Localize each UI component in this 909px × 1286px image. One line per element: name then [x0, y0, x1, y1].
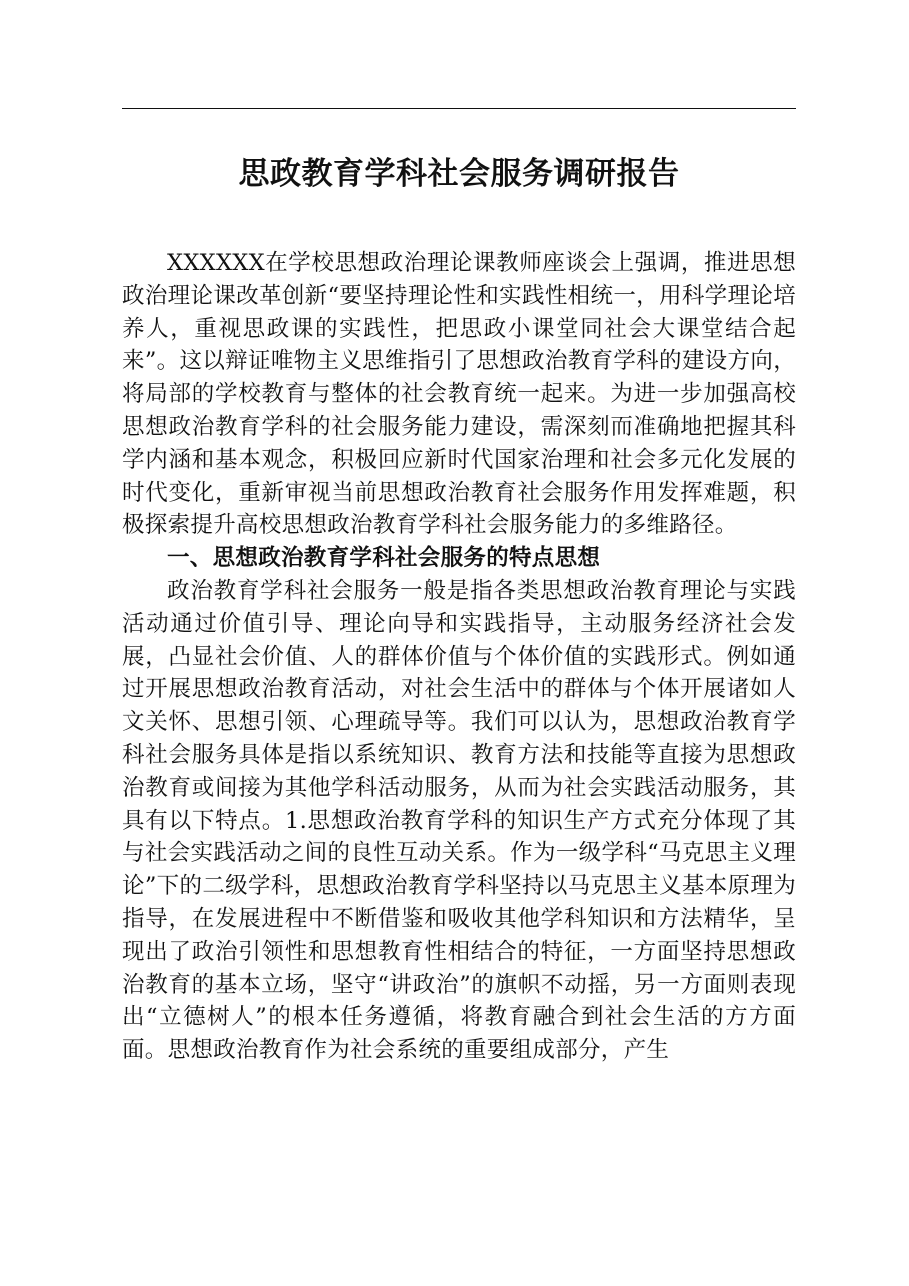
section-heading: 一、思想政治教育学科社会服务的特点思想: [167, 545, 601, 572]
document-title: 思政教育学科社会服务调研报告: [238, 156, 680, 192]
header-rule: [122, 108, 796, 109]
document-body: [122, 247, 796, 1067]
section-paragraph: 政治教育学科社会服务一般是指各类思想政治教育理论与实践活动通过价值引导、理论向导和实践指导，主动服务经济社会发展，凸显社会价值、人的群体价值与个体价值的实践形式。例如通过开展思想政治教育活动，对社会生活中的群体与个体开展诸如人文关怀、思想引领、心理疏导等。我们可以认为，思想政治教育学科社会服务具体是指以系统知识、教育方法和技能等直接为思想政治教育或间接为其他学科活动服务，从而为社会实践活动服务，其具有以下特点。1.思想政治教育学科的知识生产方式充分体现了其与社会实践活动之间的良性互动关系。作为一级学科“马克思主义理论”下的二级学科，思想政治教育学科坚持以马克思主义基本原理为指导，在发展进程中不断借鉴和吸收其他学科知识和方法精华，呈现出了政治引领性和思想教育性相结合的特征，一方面坚持思想政治教育的基本立场，坚守“讲政治”的旗帜不动摇，另一方面则表现出“立德树人”的根本任务遵循，将教育融合到社会生活的方方面面。思想政治教育作为社会系统的重要组成部分，产生: [122, 577, 796, 1064]
intro-paragraph: XXXXXX在学校思想政治理论课教师座谈会上强调，推进思想政治理论课改革创新“要坚持理论性和实践性相统一，用科学理论培养人，重视思政课的实践性，把思政小课堂同社会大课堂结合起来”。这以辩证唯物主义思维指引了思想政治教育学科的建设方向，将局部的学校教育与整体的社会教育统一起来。为进一步加强高校思想政治教育学科的社会服务能力建设，需深刻而准确地把握其科学内涵和基本观念，积极回应新时代国家治理和社会多元化发展的时代变化，重新审视当前思想政治教育社会服务作用发挥难题，积极探索提升高校思想政治教育学科社会服务能力的多维路径。: [122, 250, 796, 539]
